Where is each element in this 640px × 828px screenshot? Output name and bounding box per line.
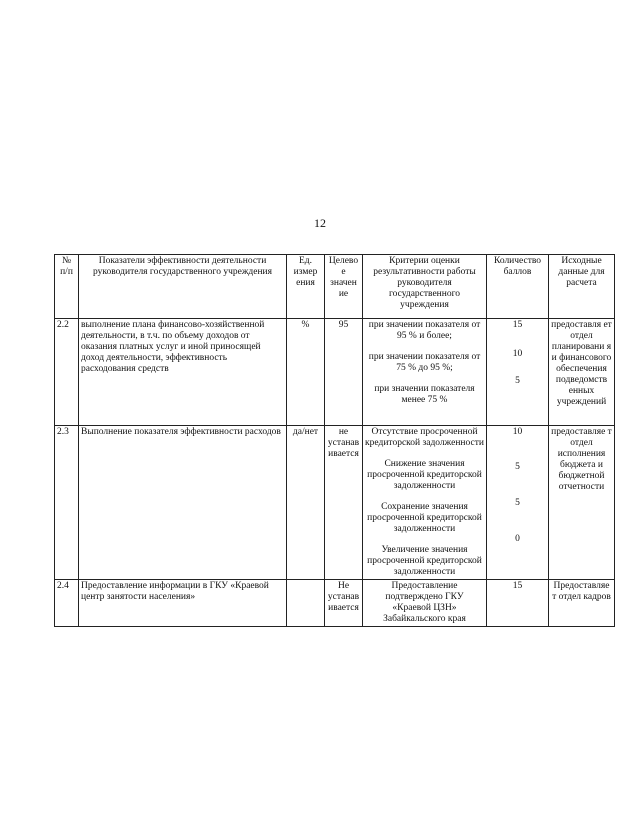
points-value: 0 [515,534,520,544]
criterion: Снижение значения просроченной кредиторской задолженности [367,459,482,491]
row-points [487,426,549,580]
points-value: 5 [515,498,520,508]
row-source: предоставля ет отдел планировани я и финансового обеспечения подведомств енных учреждений [549,319,615,426]
points-value: 15 [512,581,523,591]
row-num: 2.2 [55,319,79,426]
table-row [55,580,615,627]
row-points [487,580,549,627]
header-criteria: Критерии оценки результативности работы руководителя государственного учреждения [363,255,487,319]
row-target: Не устанав ивается [325,580,363,627]
table-row [55,319,615,426]
row-indicator: Предоставление информации в ГКУ «Краевой центр занятости населения» [79,580,287,627]
row-criteria [363,319,487,426]
header-num: № п/п [55,255,79,319]
header-points: Количество баллов [487,255,549,319]
header-row [55,255,615,319]
page-number: 12 [314,216,326,230]
row-indicator: Выполнение показателя эффективности расходов [79,426,287,580]
row-points [487,319,549,426]
criterion: Увеличение значения просроченной кредиторской задолженности [367,545,482,577]
row-target: не устанав ивается [325,426,363,580]
row-source: Предоставляе т отдел кадров [549,580,615,627]
header-target: Целево е значен ие [325,255,363,319]
header-indicator: Показатели эффективности деятельности руководителя государственного учреждения [79,255,287,319]
row-unit [287,580,325,627]
row-num: 2.3 [55,426,79,580]
row-source: предоставляе т отдел исполнения бюджета и бюджетной отчетности [549,426,615,580]
evaluation-table [54,254,615,627]
points-value: 5 [515,376,520,386]
criterion: при значении показателя от 75 % до 95 %; [368,352,481,373]
criterion: при значении показателя от 95 % и более; [368,320,481,341]
row-indicator: выполнение плана финансово-хозяйственной деятельности, в т.ч. по объему доходов от оказания платных услуг и иной приносящей доход деятельности, эффективность расходования средств [79,319,287,426]
table-row [55,426,615,580]
points-value: 10 [512,349,523,359]
points-value: 5 [515,462,520,472]
criterion: Сохранение значения просроченной кредиторской задолженности [367,502,482,534]
criterion: Предоставление подтверждено ГКУ «Краевой ЦЗН» Забайкальского края [383,581,466,624]
criterion: при значении показателя менее 75 % [374,384,475,405]
header-source: Исходные данные для расчета [549,255,615,319]
criterion: Отсутствие просроченной кредиторской задолженности [365,427,484,448]
points-value: 15 [512,320,523,330]
row-num: 2.4 [55,580,79,627]
header-unit: Ед. измер ения [287,255,325,319]
row-criteria [363,426,487,580]
points-value: 10 [512,427,523,437]
row-target: 95 [325,319,363,426]
row-criteria [363,580,487,627]
row-unit: да/нет [287,426,325,580]
row-unit: % [287,319,325,426]
